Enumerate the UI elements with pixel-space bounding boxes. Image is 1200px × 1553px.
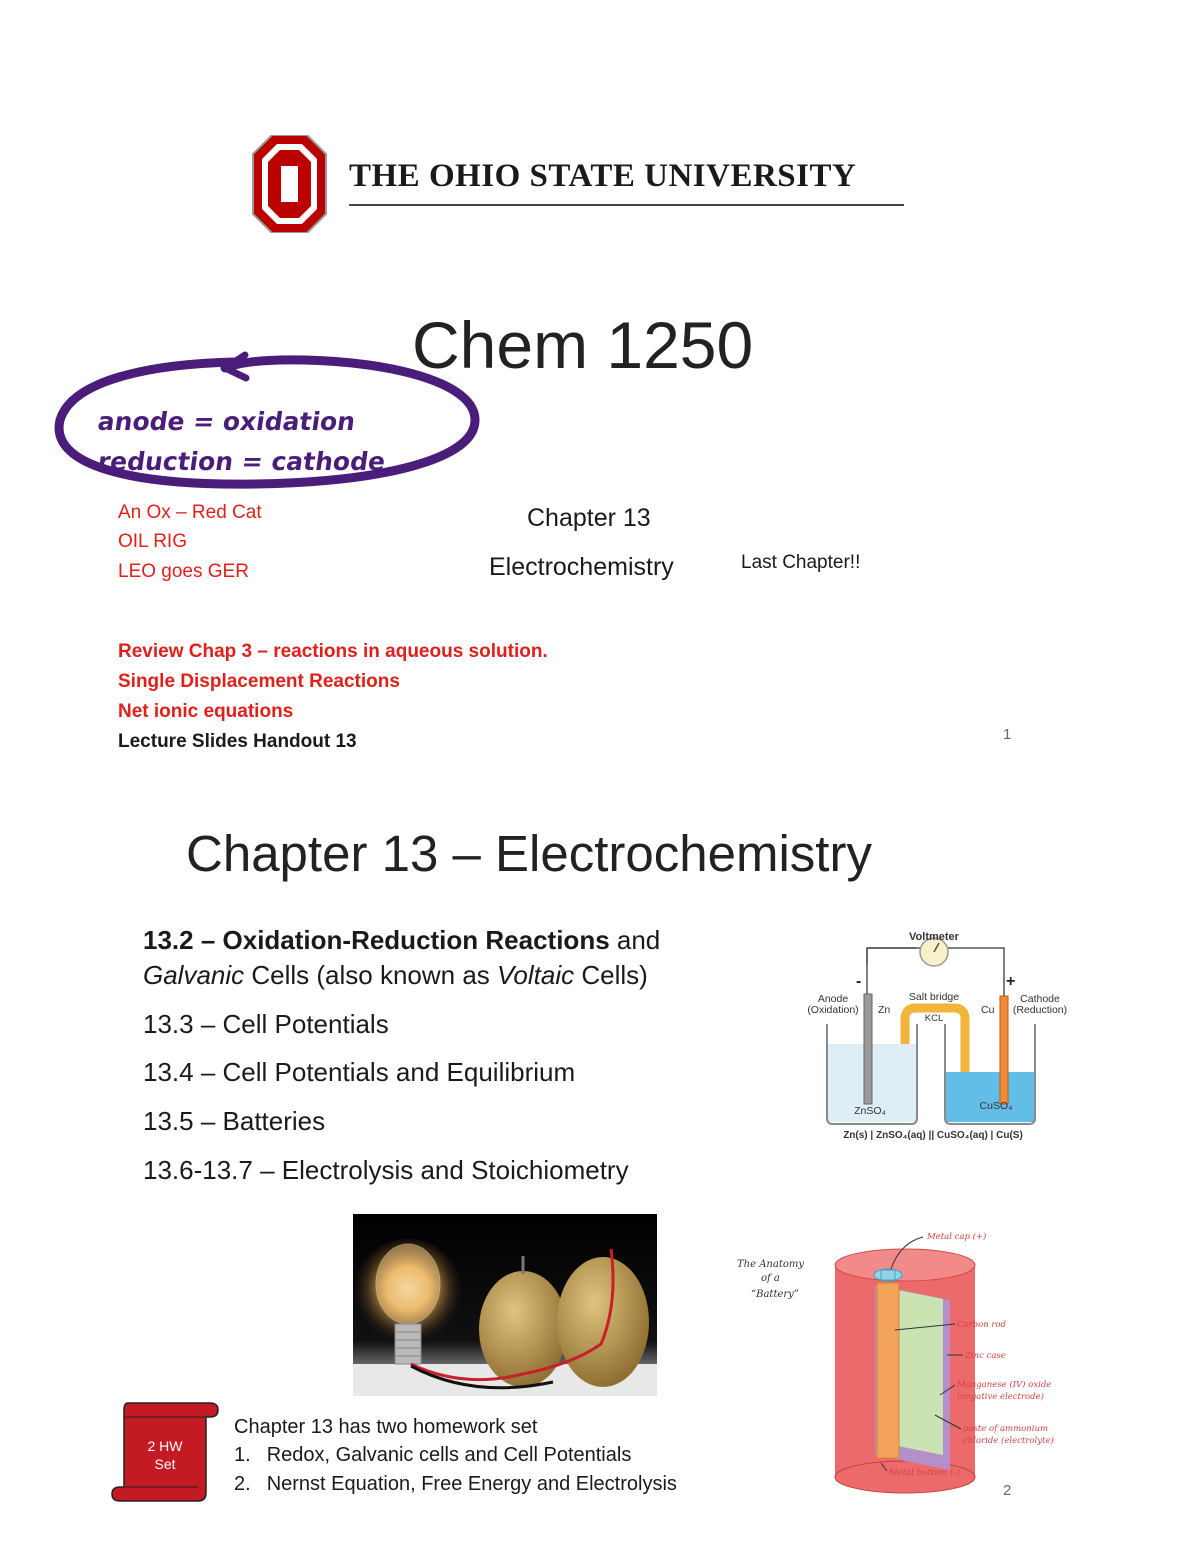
handout-label: Lecture Slides Handout 13 [118,731,357,752]
cell-notation: Zn(s) | ZnSO₄(aq) || CuSO₄(aq) | Cu(S) [843,1130,1023,1141]
university-name: THE OHIO STATE UNIVERSITY [349,158,857,194]
label-ammonium-paste: paste of ammonium [963,1424,1049,1434]
label-metal-cap: Metal cap (+) [927,1232,987,1242]
battery-title-3: “Battery” [751,1289,799,1300]
hw-badge-text [128,1437,202,1473]
homework-intro: Chapter 13 has two homework set [234,1416,538,1438]
handwritten-note-line-2: reduction = cathode [95,447,388,476]
page-number: 1 [1003,726,1012,743]
review-item: Review Chap 3 – reactions in aqueous solution. [118,641,548,662]
minus-sign: - [856,973,862,990]
zn-label: Zn [878,1004,891,1016]
voltaic-word: Voltaic [497,960,575,990]
cathode-label: Cathode [1020,993,1060,1005]
section-13-2-line-2 [143,960,648,991]
potato-battery-photo [353,1214,657,1396]
plus-sign: + [1006,973,1016,990]
salt-bridge-label: Salt bridge [908,991,960,1003]
review-item: Single Displacement Reactions [118,671,400,692]
hw-badge-line-2: Set [154,1456,176,1472]
anode-sub-label: (Oxidation) [807,1004,859,1016]
chapter-subject: Electrochemistry [489,553,674,581]
battery-title-1: The Anatomy [737,1259,805,1270]
cuso4-label: CuSO₄ [979,1100,1013,1112]
label-negative-electrode: (negative electrode) [957,1392,1044,1402]
label-carbon-rod: Carbon rod [957,1320,1006,1330]
voltmeter-label: Voltmeter [909,931,959,943]
cathode-sub-label: (Reduction) [1012,1004,1068,1016]
galvanic-cell-diagram [620,924,1082,1149]
cu-label: Cu [981,1004,995,1016]
slide-title: Chapter 13 – Electrochemistry [186,825,872,882]
battery-title-2: of a [761,1273,780,1284]
section-item: 13.5 – Batteries [143,1106,326,1136]
anode-label: Anode [817,993,849,1005]
review-item: Net ionic equations [118,701,294,722]
cells-aka: Cells (also known as [244,960,498,990]
homework-item-text: Nernst Equation, Free Energy and Electrolysis [266,1473,677,1495]
section-13-2-line-1 [143,925,660,956]
cells-end: Cells) [574,960,648,990]
kcl-label: KCL [924,1013,944,1024]
homework-item-2 [234,1473,677,1496]
potato-left [479,1271,567,1387]
page-number: 2 [1003,1482,1012,1499]
logo-underline [349,204,904,206]
homework-item-1 [234,1444,631,1467]
section-item: 13.6-13.7 – Electrolysis and Stoichiometry [143,1155,629,1185]
section-item: 13.4 – Cell Potentials and Equilibrium [143,1057,576,1087]
section-item: 13.3 – Cell Potentials [143,1009,389,1039]
section-13-2-title: 13.2 – Oxidation-Reduction Reactions [143,925,610,955]
label-zinc-case: Zinc case [965,1351,1006,1361]
hw-badge-line-1: 2 HW [147,1438,183,1454]
homework-item-text: Redox, Galvanic cells and Cell Potentials [266,1444,632,1466]
chapter-label: Chapter 13 [527,504,651,532]
label-electrolyte: chloride (electrolyte) [963,1436,1054,1446]
mnemonic-leo-ger: LEO goes GER [118,561,249,582]
last-chapter-note: Last Chapter!! [741,552,861,573]
handwritten-note-line-1: anode = oxidation [95,407,358,436]
homework-item-num: 1. [234,1444,251,1466]
homework-item-num: 2. [234,1473,251,1495]
mnemonic-an-ox-red-cat: An Ox – Red Cat [118,502,262,523]
label-manganese: Manganese (IV) oxide [957,1380,1052,1390]
course-title: Chem 1250 [412,308,754,382]
label-metal-bottom: Metal bottom (-) [889,1468,960,1478]
battery-anatomy-diagram [735,1225,1065,1495]
znso4-label: ZnSO₄ [854,1105,886,1117]
galvanic-word: Galvanic [143,960,245,990]
mnemonic-oil-rig: OIL RIG [118,531,187,552]
section-13-2-and: and [609,925,661,955]
potato-right [557,1257,649,1387]
